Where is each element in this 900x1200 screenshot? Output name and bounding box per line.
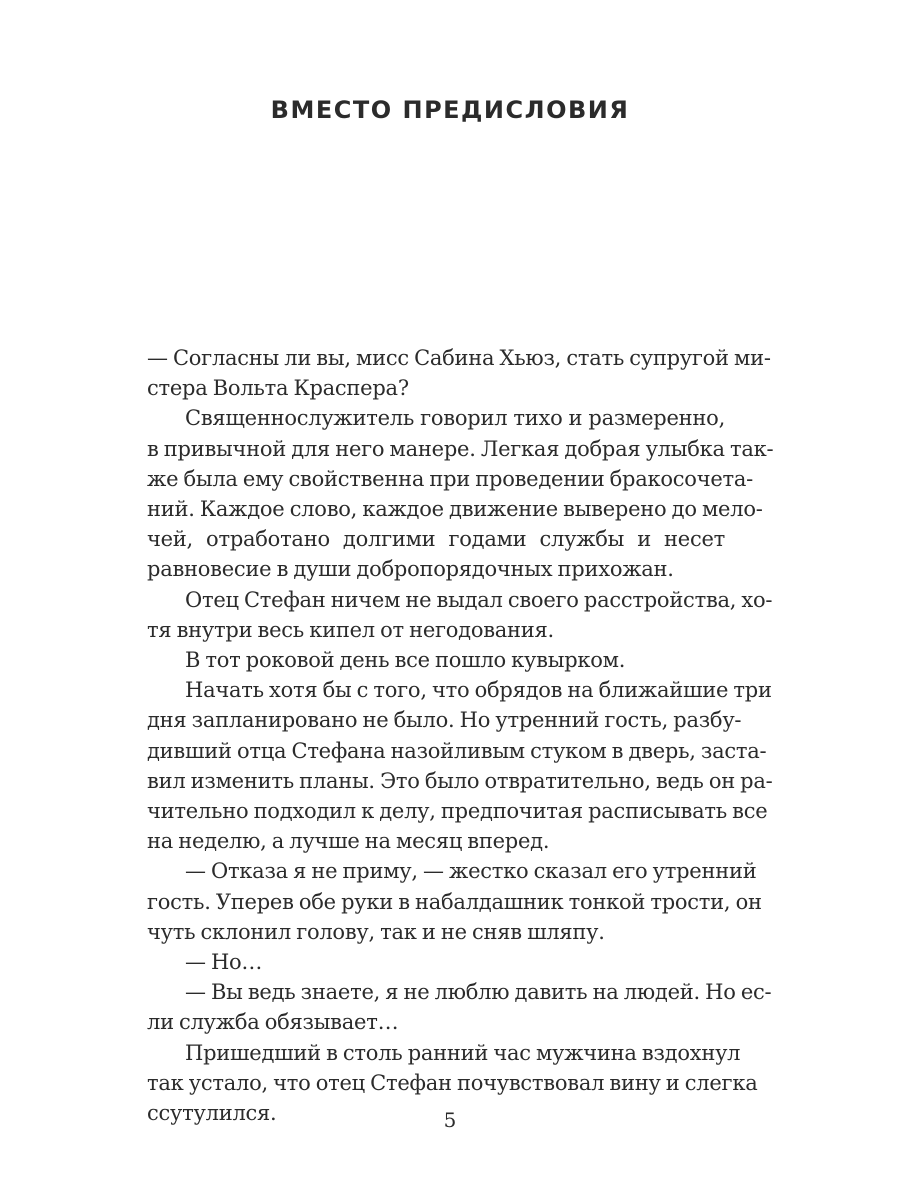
text-line: — Но… bbox=[185, 950, 263, 975]
text-line: чуть склонил голову, так и не сняв шляпу. bbox=[147, 919, 605, 944]
text-line: Священнослужитель говорил тихо и размеренно, bbox=[185, 406, 725, 431]
text-line: чей, отработано долгими годами службы и несет bbox=[147, 527, 725, 552]
text-line: в привычной для него манере. Легкая добрая улыбка так- bbox=[147, 436, 774, 461]
paragraph bbox=[147, 675, 773, 856]
text-line: — Вы ведь знаете, я не люблю давить на людей. Но ес- bbox=[185, 980, 772, 1005]
page-number: 5 bbox=[443, 1108, 457, 1132]
text-line: — Согласны ли вы, мисс Сабина Хьюз, стать супругой ми- bbox=[147, 346, 771, 370]
text-line: чительно подходил к делу, предпочитая расписывать все bbox=[147, 799, 768, 824]
paragraph bbox=[147, 343, 771, 403]
text-line: дивший отца Стефана назойливым стуком в дверь, заста- bbox=[147, 738, 767, 763]
text-line: дня запланировано не было. Но утренний гость, разбу- bbox=[147, 708, 742, 733]
text-line: так устало, что отец Стефан почувствовал вину и слегка bbox=[147, 1070, 758, 1095]
text-line: В тот роковой день все пошло кувырком. bbox=[185, 648, 626, 673]
text-line: на неделю, а лучше на месяц вперед. bbox=[147, 829, 550, 854]
paragraph bbox=[147, 645, 725, 675]
text-line: Отец Стефан ничем не выдал своего расстройства, хо- bbox=[185, 587, 773, 612]
paragraph bbox=[147, 585, 773, 645]
text-line: равновесие в души добропорядочных прихожан. bbox=[147, 557, 674, 582]
text-line: ссутулился. bbox=[147, 1101, 277, 1126]
chapter-title: ВМЕСТО ПРЕДИСЛОВИЯ bbox=[270, 96, 630, 124]
text-line: — Отказа я не приму, — жестко сказал его утренний bbox=[185, 859, 757, 884]
paragraph bbox=[147, 403, 774, 584]
text-line: ли служба обязывает… bbox=[147, 1010, 399, 1035]
paragraph bbox=[147, 856, 762, 947]
text-line: же была ему свойственна при проведении бракосочета- bbox=[147, 466, 753, 491]
text-line: вил изменить планы. Это было отвратительно, ведь он ра- bbox=[147, 768, 773, 793]
text-line: гость. Уперев обе руки в набалдашник тонкой трости, он bbox=[147, 889, 762, 914]
text-line: ний. Каждое слово, каждое движение выверено до мело- bbox=[147, 497, 763, 522]
paragraph bbox=[147, 947, 725, 977]
paragraph bbox=[147, 977, 772, 1037]
text-line: Начать хотя бы с того, что обрядов на ближайшие три bbox=[185, 678, 772, 703]
text-line: стера Вольта Краспера? bbox=[147, 376, 409, 401]
text-line: тя внутри весь кипел от негодования. bbox=[147, 617, 554, 642]
chapter-body bbox=[147, 343, 774, 1128]
text-line: Пришедший в столь ранний час мужчина вздохнул bbox=[185, 1040, 741, 1065]
